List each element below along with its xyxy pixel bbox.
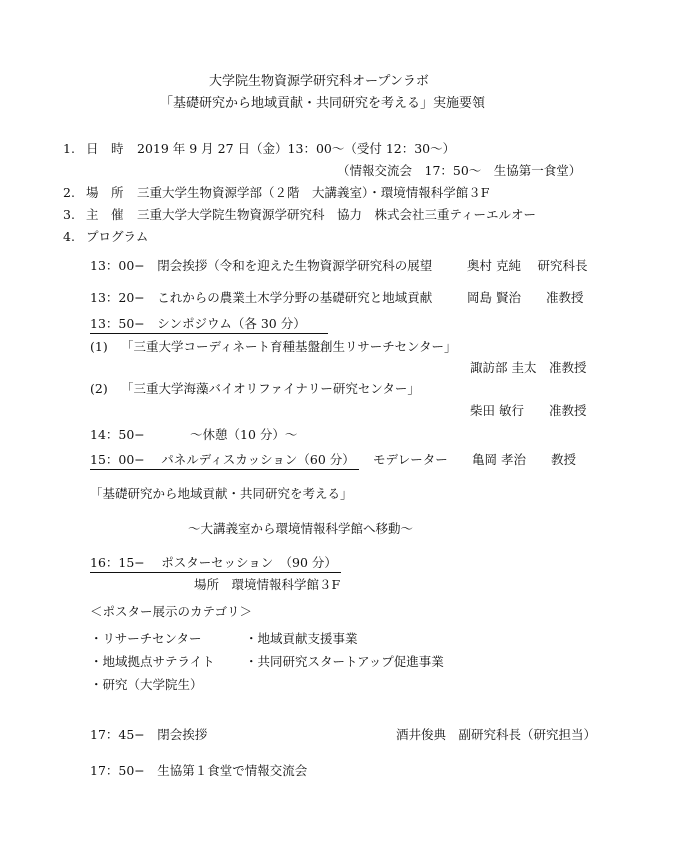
program-closing-person: 酒井俊典 副研究科長（研究担当）	[396, 727, 597, 742]
poster-category-5: ・研究（大学院生）	[90, 677, 203, 692]
symposium-1-text: 「三重大学コーディネート育種基盤創生リサーチセンター」	[121, 339, 457, 354]
item-2-number: 2.	[63, 185, 75, 200]
program-opening-text: 13：00− 閉会挨拶（令和を迎えた生物資源学研究科の展望	[90, 258, 433, 273]
panel-theme: 「基礎研究から地域貢献・共同研究を考える」	[90, 486, 353, 501]
program-networking-text: 17：50− 生協第１食堂で情報交流会	[90, 763, 308, 778]
symposium-2-text: 「三重大学海藻バイオリファイナリー研究センター」	[121, 381, 420, 396]
program-talk-text: 13：20− これからの農業土木学分野の基礎研究と地域貢献	[90, 290, 433, 305]
symposium-1-person: 諏訪部 圭太 准教授	[470, 360, 587, 375]
poster-category-1: ・リサーチセンター	[90, 631, 202, 646]
title-line-1: 大学院生物資源学研究科オープンラボ	[209, 74, 429, 89]
program-symposium-heading: 13：50− シンポジウム（各 30 分）	[90, 318, 328, 334]
symposium-2-number: (2)	[90, 381, 108, 396]
program-break-text: 〜休憩（10 分）〜	[190, 427, 298, 442]
program-break-time: 14：50−	[90, 427, 145, 442]
program-poster-heading: 16：15− ポスターセッション （90 分）	[90, 557, 341, 573]
date-label: 日 時	[86, 141, 124, 156]
symposium-1-number: (1)	[90, 339, 108, 354]
date-sub: （情報交流会 17：50〜 生協第一食堂）	[337, 163, 582, 178]
poster-place: 場所 環境情報科学館３F	[194, 577, 341, 592]
item-3-number: 3.	[63, 207, 75, 222]
place-value: 三重大学生物資源学部（２階 大講義室）・環境情報科学館３F	[137, 185, 490, 200]
program-opening-person: 奥村 克純 研究科長	[467, 258, 588, 273]
place-label: 場 所	[86, 185, 124, 200]
poster-category-4: ・共同研究スタートアップ促進事業	[245, 654, 444, 669]
symposium-2-person: 柴田 敏行 准教授	[470, 403, 587, 418]
move-note: 〜大講義室から環境情報科学館へ移動〜	[188, 521, 414, 536]
program-panel-heading: 15：00− パネルディスカッション（60 分）	[90, 454, 359, 470]
date-value: 2019 年 9 月 27 日（金）13：00〜（受付 12：30〜）	[137, 141, 456, 156]
program-closing-text: 17：45− 閉会挨拶	[90, 727, 208, 742]
item-1-number: 1.	[63, 141, 75, 156]
host-value: 三重大学大学院生物資源学研究科 協力 株式会社三重ティーエルオー	[137, 207, 537, 222]
poster-category-heading: ＜ポスター展示のカテゴリ＞	[90, 604, 253, 619]
poster-category-3: ・地域拠点サテライト	[90, 654, 215, 669]
title-line-2: 「基礎研究から地域貢献・共同研究を考える」実施要領	[160, 96, 486, 111]
program-talk-person: 岡島 賢治 准教授	[467, 290, 584, 305]
host-label: 主 催	[86, 207, 124, 222]
panel-moderator-person: 亀岡 孝治 教授	[472, 452, 576, 467]
poster-category-2: ・地域貢献支援事業	[245, 631, 358, 646]
panel-moderator-role: モデレーター	[373, 452, 448, 467]
item-4-number: 4.	[63, 229, 75, 244]
program-label: プログラム	[86, 229, 149, 244]
